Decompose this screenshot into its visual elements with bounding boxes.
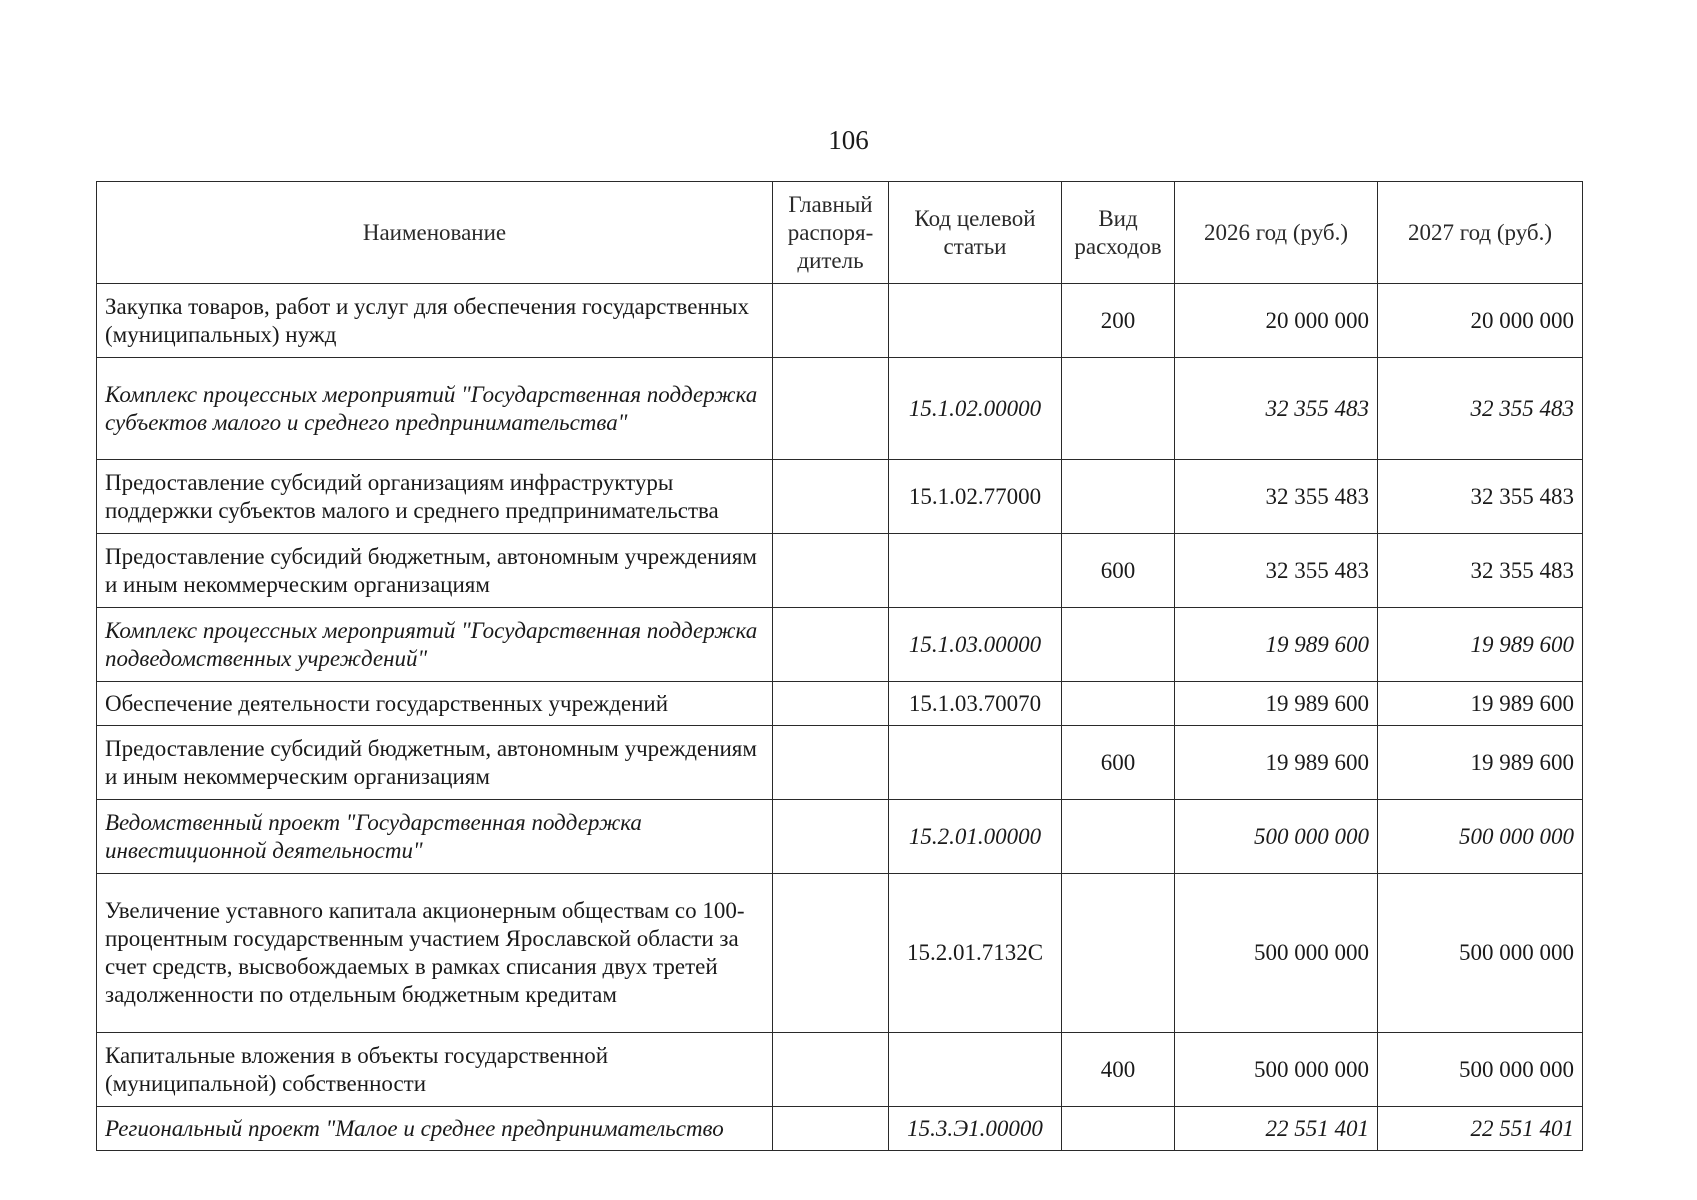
row-code: [889, 1033, 1062, 1107]
table-row: [97, 284, 1583, 358]
table-row: [97, 874, 1583, 1033]
table-row: [97, 1107, 1583, 1151]
row-code: [889, 726, 1062, 800]
table-header: [97, 182, 1583, 284]
row-name: Предоставление субсидий бюджетным, автономным учреждениям и иным некоммерческим организациям: [97, 726, 773, 800]
row-expense-type: [1062, 358, 1175, 460]
row-amount-2026: 20 000 000: [1175, 284, 1378, 358]
page-number: 106: [828, 125, 869, 155]
row-expense-type: [1062, 874, 1175, 1033]
row-name: Увеличение уставного капитала акционерным обществам со 100-процентным государственным участием Ярославской области за счет средств, высвобождаемых в рамках списания двух третей задолженности по отдельным бюджетным кредитам: [97, 874, 773, 1033]
row-amount-2027: 32 355 483: [1378, 534, 1583, 608]
header-year-2027: 2027 год (руб.): [1378, 182, 1583, 284]
row-amount-2026: 32 355 483: [1175, 460, 1378, 534]
row-amount-2027: 500 000 000: [1378, 874, 1583, 1033]
row-amount-2027: 19 989 600: [1378, 608, 1583, 682]
row-amount-2027: 20 000 000: [1378, 284, 1583, 358]
row-expense-type: [1062, 682, 1175, 726]
row-manager: [773, 1107, 889, 1151]
table-row: [97, 800, 1583, 874]
row-code: [889, 284, 1062, 358]
row-expense-type: 400: [1062, 1033, 1175, 1107]
table-row: [97, 1033, 1583, 1107]
header-manager: Главный распоря-дитель: [773, 182, 889, 284]
row-amount-2027: 500 000 000: [1378, 800, 1583, 874]
row-manager: [773, 534, 889, 608]
row-name: Капитальные вложения в объекты государственной (муниципальной) собственности: [97, 1033, 773, 1107]
row-name: Закупка товаров, работ и услуг для обеспечения государственных (муниципальных) нужд: [97, 284, 773, 358]
row-name: Региональный проект "Малое и среднее предпринимательство: [97, 1107, 773, 1151]
row-manager: [773, 726, 889, 800]
row-name: Комплекс процессных мероприятий "Государственная поддержка субъектов малого и среднего предпринимательства": [97, 358, 773, 460]
row-name: Комплекс процессных мероприятий "Государственная поддержка подведомственных учреждений": [97, 608, 773, 682]
header-target-code: Код целевой статьи: [889, 182, 1062, 284]
row-manager: [773, 460, 889, 534]
row-amount-2026: 500 000 000: [1175, 874, 1378, 1033]
row-amount-2027: 32 355 483: [1378, 358, 1583, 460]
row-amount-2027: 19 989 600: [1378, 726, 1583, 800]
row-expense-type: [1062, 1107, 1175, 1151]
row-code: 15.2.01.00000: [889, 800, 1062, 874]
row-expense-type: 600: [1062, 534, 1175, 608]
budget-table: [96, 181, 1583, 1151]
row-amount-2026: 500 000 000: [1175, 1033, 1378, 1107]
row-amount-2027: 32 355 483: [1378, 460, 1583, 534]
row-code: 15.2.01.7132С: [889, 874, 1062, 1033]
row-code: 15.1.03.70070: [889, 682, 1062, 726]
row-name: Предоставление субсидий бюджетным, автономным учреждениям и иным некоммерческим организациям: [97, 534, 773, 608]
header-year-2026: 2026 год (руб.): [1175, 182, 1378, 284]
header-expense-type: Вид расходов: [1062, 182, 1175, 284]
row-expense-type: 200: [1062, 284, 1175, 358]
row-code: 15.1.03.00000: [889, 608, 1062, 682]
row-amount-2027: 22 551 401: [1378, 1107, 1583, 1151]
table-row: [97, 534, 1583, 608]
row-expense-type: [1062, 608, 1175, 682]
table-row: [97, 608, 1583, 682]
table-row: [97, 358, 1583, 460]
row-manager: [773, 284, 889, 358]
row-expense-type: 600: [1062, 726, 1175, 800]
row-amount-2026: 22 551 401: [1175, 1107, 1378, 1151]
row-manager: [773, 682, 889, 726]
row-amount-2026: 32 355 483: [1175, 534, 1378, 608]
row-code: 15.1.02.77000: [889, 460, 1062, 534]
row-code: [889, 534, 1062, 608]
row-amount-2026: 19 989 600: [1175, 726, 1378, 800]
row-amount-2027: 19 989 600: [1378, 682, 1583, 726]
row-amount-2027: 500 000 000: [1378, 1033, 1583, 1107]
table-body: [97, 284, 1583, 1151]
header-row: [97, 182, 1583, 284]
row-name: Предоставление субсидий организациям инфраструктуры поддержки субъектов малого и среднего предпринимательства: [97, 460, 773, 534]
row-manager: [773, 800, 889, 874]
row-amount-2026: 500 000 000: [1175, 800, 1378, 874]
table-row: [97, 682, 1583, 726]
row-manager: [773, 608, 889, 682]
row-name: Обеспечение деятельности государственных учреждений: [97, 682, 773, 726]
row-code: 15.1.02.00000: [889, 358, 1062, 460]
row-expense-type: [1062, 460, 1175, 534]
row-manager: [773, 358, 889, 460]
row-manager: [773, 874, 889, 1033]
row-amount-2026: 19 989 600: [1175, 608, 1378, 682]
row-manager: [773, 1033, 889, 1107]
header-name: Наименование: [97, 182, 773, 284]
row-code: 15.3.Э1.00000: [889, 1107, 1062, 1151]
row-expense-type: [1062, 800, 1175, 874]
row-amount-2026: 19 989 600: [1175, 682, 1378, 726]
row-name: Ведомственный проект "Государственная поддержка инвестиционной деятельности": [97, 800, 773, 874]
table-row: [97, 460, 1583, 534]
row-amount-2026: 32 355 483: [1175, 358, 1378, 460]
table-row: [97, 726, 1583, 800]
